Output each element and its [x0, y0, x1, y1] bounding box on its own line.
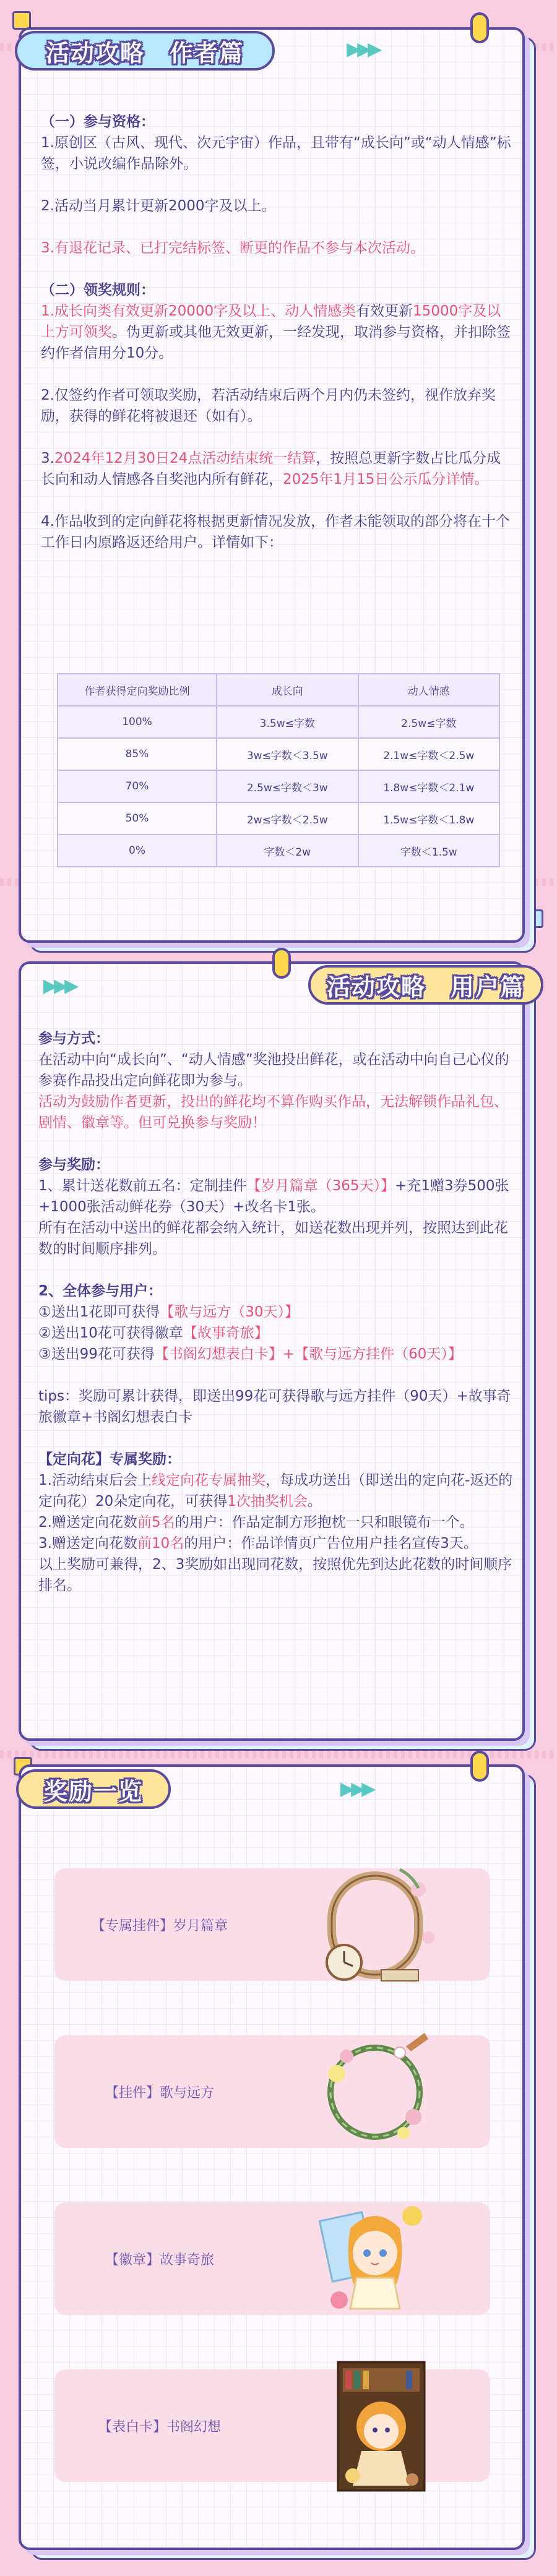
- table-header-row: [58, 674, 499, 706]
- paper-clip-icon: [470, 1751, 489, 1782]
- reward-label: 【专属挂件】岁月篇章: [91, 1918, 228, 1934]
- d1-red2: 1次抽奖机会: [227, 1493, 308, 1509]
- s1-heading: （一）参与资格：: [41, 114, 155, 130]
- table-cell: 2.1w≤字数＜2.5w: [358, 738, 500, 770]
- table-row: [58, 770, 499, 802]
- d1-mid: ，每成功送出（即送出的定向花-返还的定向花）20朵定向花，可获得: [38, 1472, 513, 1509]
- directed-note: 以上奖励可兼得，2、3奖励如出现同花数，按照优先到达此花数的时间顺序排名。: [38, 1556, 512, 1594]
- s2-item3-pre: 3.: [41, 450, 54, 466]
- author-content: [41, 111, 515, 553]
- d1-end: 。: [307, 1493, 322, 1509]
- flower-wreath-icon: [307, 2024, 443, 2160]
- method-red: 活动为鼓励作者更新，投出的鲜花均不算作购买作品，无法解锁作品礼包、剧情、徽章等。但可兑换参与奖励！: [38, 1094, 508, 1131]
- tips-text: tips：奖励可累计获得，即送出99花可获得歌与远方挂件（90天）+故事奇旅徽章+书阁幻想表白卡: [38, 1388, 511, 1425]
- table-cell: 1.8w≤字数＜2.1w: [358, 770, 500, 802]
- s2-item4: 4.作品收到的定向鲜花将根据更新情况发放，作者未能领取的部分将在十个工作日内原路返还给用户。详情如下：: [41, 513, 510, 551]
- table-header: 作者获得定向奖励比例: [58, 674, 217, 706]
- d2-pre: 2.赠送定向花数: [38, 1514, 137, 1531]
- s2-item1-red: 1.成长向类有效更新20000字及以上、动人情感类: [41, 303, 356, 319]
- table-cell: 0%: [58, 835, 217, 867]
- directed-item-2: [38, 1512, 519, 1533]
- chevron-decor-icon: ▶▶▶: [347, 38, 379, 60]
- author-tab: [15, 31, 275, 71]
- s2-item1-mid: 有效更新: [356, 303, 413, 319]
- table-cell: 1.5w≤字数＜1.8w: [358, 802, 500, 835]
- top5-note: 所有在活动中送出的鲜花都会纳入统计，如送花数出现并列，按照达到此花数的时间顺序排列。: [38, 1220, 508, 1257]
- table-header: 成长向: [217, 674, 358, 706]
- chibi-girl-badge-icon: [307, 2191, 443, 2327]
- s2-item1: [41, 301, 515, 364]
- rewards-tab: [16, 1769, 171, 1809]
- table-row: [58, 835, 499, 867]
- s2-item3-red: 2024年12月30日24点活动结束统一结算: [54, 450, 316, 466]
- d1-red: 线定向花专属抽奖: [151, 1472, 266, 1488]
- chevron-decor-icon: ▶▶▶: [340, 1778, 373, 1800]
- library-card-icon: [313, 2358, 449, 2494]
- table-cell: 85%: [58, 738, 217, 770]
- table-row: [58, 738, 499, 770]
- paper-clip-icon: [272, 948, 291, 979]
- all-item-2: [38, 1323, 519, 1344]
- user-tab-subtitle: 用户篇: [451, 973, 525, 1001]
- method-text: 在活动中向“成长向”、“动人情感”奖池投出鲜花，或在活动中向自己心仪的参赛作品投出定向鲜花即为参与。: [38, 1052, 509, 1089]
- reward-heading: 参与奖励：: [38, 1157, 110, 1173]
- reward-label: 【徽章】故事奇旅: [105, 2252, 214, 2268]
- reward-ratio-table: [57, 673, 500, 867]
- table-cell: 字数＜2w: [217, 835, 358, 867]
- all-heading: 2、全体参与用户：: [38, 1283, 163, 1299]
- d3-red: 前10名: [137, 1535, 184, 1552]
- reward-item: [54, 2035, 490, 2148]
- table-row: [58, 802, 499, 835]
- rewards-tab-title: 奖励一览: [43, 1777, 143, 1805]
- reward-item: [54, 2369, 490, 2482]
- reward-label: 【表白卡】书阁幻想: [98, 2419, 221, 2435]
- all-item-1: [38, 1302, 519, 1323]
- s1-item2: 2.活动当月累计更新2000字及以上。: [41, 198, 276, 214]
- user-tab-title: 活动攻略: [326, 973, 426, 1001]
- all-2-pre: ②送出10花可获得徽章: [38, 1325, 183, 1341]
- table-cell: 2.5w≤字数＜3w: [217, 770, 358, 802]
- s2-heading: （二）领奖规则：: [41, 282, 155, 298]
- d2-red: 前5名: [137, 1514, 175, 1531]
- paper-clip-icon: [470, 12, 489, 43]
- table-cell: 3w≤字数＜3.5w: [217, 738, 358, 770]
- table-cell: 3.5w≤字数: [217, 706, 358, 738]
- all-1-pre: ①送出1花即可获得: [38, 1304, 160, 1320]
- top5-rest: +充1赠3券500张+1000张活动鲜花券（30天）+改名卡1张。: [38, 1178, 509, 1215]
- directed-item-3: [38, 1533, 519, 1554]
- s2-item3-red2: 2025年1月15日公示瓜分详情。: [283, 471, 489, 487]
- table-cell: 70%: [58, 770, 217, 802]
- method-heading: 参与方式：: [38, 1031, 110, 1047]
- author-tab-subtitle: 作者篇: [170, 39, 244, 67]
- s2-item1-rest: 。伪更新或其他无效更新，一经发现，取消参与资格，并扣除签约作者信用分10分。: [41, 324, 511, 361]
- s2-item1-red2: 15000字及以上方可领奖: [41, 303, 501, 340]
- s1-item1: 1.原创区（古风、现代、次元宇宙）作品，且带有“成长向”或“动人情感”标签，小说改编作品除外。: [41, 135, 511, 172]
- s2-item3: [41, 448, 515, 490]
- vintage-frame-icon: [307, 1857, 443, 1993]
- s2-item3-mid: ，按照总更新字数占比瓜分成长向和动人情感各自奖池内所有鲜花，: [41, 450, 501, 487]
- top5-pre: 1、累计送花数前五名：定制挂件: [38, 1178, 247, 1194]
- table-cell: 2w≤字数＜2.5w: [217, 802, 358, 835]
- all-3-pre: ③送出99花可获得: [38, 1346, 155, 1362]
- reward-item: [54, 1868, 490, 1981]
- d2-rest: 的用户：作品定制方形抱枕一只和眼镜布一个。: [175, 1514, 474, 1531]
- s1-item3: 3.有退花记录、已打完结标签、断更的作品不参与本次活动。: [41, 240, 425, 256]
- table-cell: 50%: [58, 802, 217, 835]
- table-row: [58, 706, 499, 738]
- directed-heading: 【定向花】专属奖励：: [38, 1451, 181, 1467]
- all-2-red: 【故事奇旅】: [183, 1325, 269, 1341]
- reward-item: [54, 2202, 490, 2315]
- table-header: 动人情感: [358, 674, 500, 706]
- table-cell: 100%: [58, 706, 217, 738]
- top5-red: 【岁月篇章（365天）】: [246, 1178, 395, 1194]
- user-tab: [308, 965, 543, 1005]
- d1-pre: 1.活动结束后会上: [38, 1472, 152, 1488]
- top5-text: [38, 1175, 519, 1217]
- all-item-3: [38, 1344, 519, 1365]
- d3-rest: 的用户：作品详情页广告位用户挂名宣传3天。: [184, 1535, 478, 1552]
- chevron-decor-icon: ▶▶▶: [43, 975, 76, 997]
- table-cell: 字数＜1.5w: [358, 835, 500, 867]
- all-1-red: 【歌与远方（30天）】: [160, 1304, 300, 1320]
- table-cell: 2.5w≤字数: [358, 706, 500, 738]
- all-3-red: 【书阁幻想表白卡】+【歌与远方挂件（60天）】: [154, 1346, 462, 1362]
- user-content: [38, 1028, 519, 1596]
- directed-item-1: [38, 1470, 519, 1512]
- reward-label: 【挂件】歌与远方: [105, 2085, 214, 2101]
- author-tab-title: 活动攻略: [45, 39, 145, 67]
- d3-pre: 3.赠送定向花数: [38, 1535, 137, 1552]
- s2-item2: 2.仅签约作者可领取奖励，若活动结束后两个月内仍未签约，视作放弃奖励，获得的鲜花将被退还（如有）。: [41, 387, 496, 424]
